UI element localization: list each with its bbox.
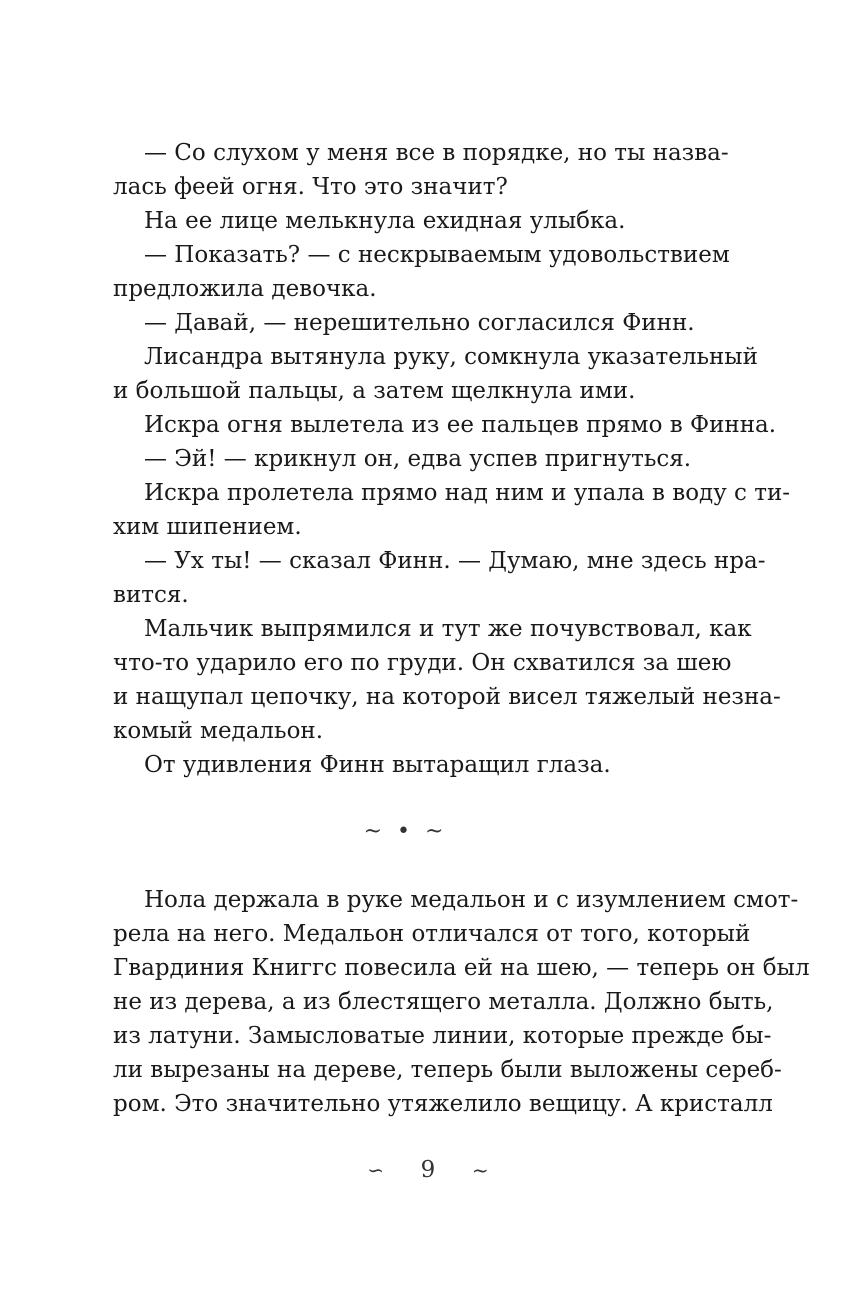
text-line: От удивления Финн вытаращил глаза.: [144, 752, 611, 778]
text-line: комый медальон.: [113, 718, 324, 744]
text-line: Нола держала в руке медальон и с изумлением смот-: [144, 887, 799, 913]
text-line: и нащупал цепочку, на которой висел тяжелый незна-: [113, 684, 781, 710]
text-line: не из дерева, а из блестящего металла. Должно быть,: [113, 989, 774, 1015]
text-line: хим шипением.: [113, 514, 302, 540]
text-line: — Давай, — нерешительно согласился Финн.: [144, 310, 695, 336]
text-line: вится.: [113, 582, 189, 608]
text-line: из латуни. Замысловатые линии, которые прежде бы-: [113, 1023, 772, 1049]
page-footer: [0, 1153, 856, 1187]
text-line: и большой пальцы, а затем щелкнула ими.: [113, 378, 636, 404]
text-line: предложила девочка.: [113, 276, 377, 302]
section-separator: ~ • ~: [363, 819, 448, 844]
text-line: Искра пролетела прямо над ним и упала в воду с ти-: [144, 480, 791, 506]
text-line: лась феей огня. Что это значит?: [113, 174, 508, 200]
text-line: Искра огня вылетела из ее пальцев прямо в Финна.: [144, 412, 777, 438]
text-line: Мальчик выпрямился и тут же почувствовал, как: [144, 616, 752, 642]
page-number: 9: [420, 1157, 436, 1183]
right-ornament: ~: [471, 1158, 489, 1182]
text-line: На ее лице мелькнула ехидная улыбка.: [144, 208, 626, 234]
text-line: ром. Это значительно утяжелило вещицу. А кристалл: [113, 1091, 773, 1117]
left-ornament: ∽: [367, 1158, 385, 1182]
text-line: что-то ударило его по груди. Он схватился за шею: [113, 650, 732, 676]
text-line: — Эй! — крикнул он, едва успев пригнуться.: [144, 446, 692, 472]
text-line: ли вырезаны на дереве, теперь были выложены сереб-: [113, 1057, 782, 1083]
text-line: Гвардиния Книггс повесила ей на шею, — теперь он был: [113, 955, 810, 981]
text-line: рела на него. Медальон отличался от того, который: [113, 921, 751, 947]
text-line: — Ух ты! — сказал Финн. — Думаю, мне здесь нра-: [144, 548, 766, 574]
text-line: — Со слухом у меня все в порядке, но ты назва-: [144, 140, 729, 166]
text-line: Лисандра вытянула руку, сомкнула указательный: [144, 344, 758, 370]
text-line: — Показать? — с нескрываемым удовольствием: [144, 242, 730, 268]
